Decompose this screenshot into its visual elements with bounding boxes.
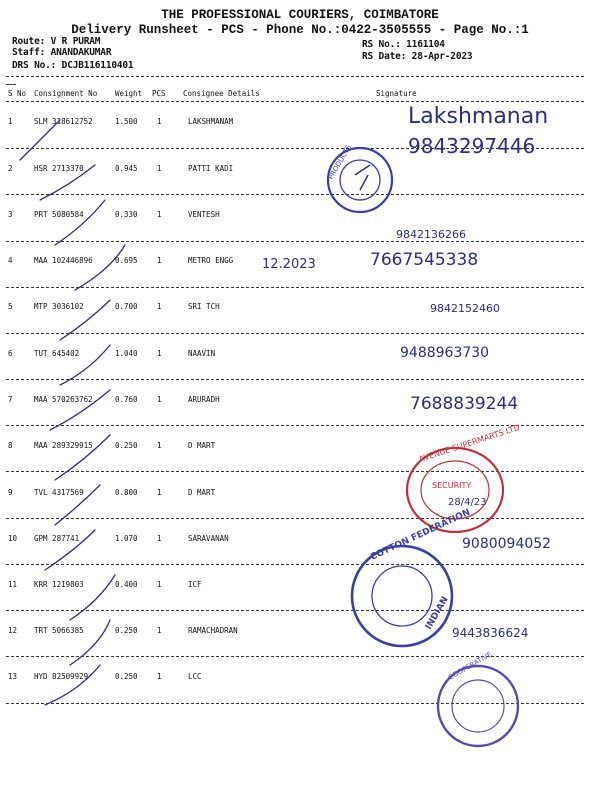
row-consignment: GPM 287741	[34, 534, 80, 543]
row-weight: 1.070	[115, 534, 138, 543]
row-pcs: 1	[157, 441, 162, 450]
stamp-text: COOPERATIVE	[447, 650, 494, 682]
tick-mark	[60, 300, 110, 340]
row-consignment: MAA 289329915	[34, 441, 93, 450]
row-consignee: LAKSHMANAM	[188, 117, 234, 126]
row-weight: 0.945	[115, 164, 138, 173]
tick-mark	[55, 200, 105, 245]
row-sno: 1	[8, 117, 13, 126]
row-sno: 10	[8, 534, 18, 543]
row-weight: 0.695	[115, 256, 138, 265]
row-sno: 12	[8, 626, 18, 635]
signature-row7-phone: 7688839244	[410, 394, 519, 414]
row-consignment: TVL 4317569	[34, 488, 84, 497]
row-pcs: 1	[157, 672, 162, 681]
stamp-text: PRODUCTS	[326, 143, 354, 181]
products-stamp	[327, 143, 392, 212]
tick-mark	[75, 245, 125, 290]
tick-mark	[55, 485, 100, 525]
col-weight: Weight	[115, 89, 143, 98]
row-pcs: 1	[157, 164, 162, 173]
row-weight: 0.250	[115, 626, 138, 635]
col-sno: S No	[8, 89, 27, 98]
pen-tick-marks	[20, 120, 125, 705]
row-pcs: 1	[157, 534, 162, 543]
row-weight: 0.760	[115, 395, 138, 404]
row-weight: 0.400	[115, 580, 138, 589]
signature-row1-phone: 9843297446	[408, 134, 536, 158]
tick-mark	[45, 530, 95, 570]
cooperative-stamp	[438, 650, 518, 746]
row-consignee: LCC	[188, 672, 202, 681]
row-consignee: SRI TCH	[188, 302, 220, 311]
row-sno: 8	[8, 441, 13, 450]
row-consignee: D MART	[188, 488, 216, 497]
col-consignment: Consignment No	[34, 89, 98, 98]
row-sno: 7	[8, 395, 13, 404]
row-pcs: 1	[157, 349, 162, 358]
row-sno: 13	[8, 672, 18, 681]
col-consignee: Consignee Details	[183, 89, 260, 98]
row-pcs: 1	[157, 210, 162, 219]
tick-mark	[60, 345, 110, 385]
row-consignee: SARAVANAN	[188, 534, 229, 543]
row-sno: 11	[8, 580, 18, 589]
signature-row5-phone: 9842152460	[430, 302, 500, 315]
row-consignee: ARURADH	[188, 395, 220, 404]
row-consignment: MAA 102446896	[34, 256, 93, 265]
row-consignee: RAMACHADRAN	[188, 626, 238, 635]
row-consignee: VENTESH	[188, 210, 220, 219]
row-consignee: METRO ENGG	[188, 256, 234, 265]
row-consignee: D MART	[188, 441, 216, 450]
row-weight: 0.330	[115, 210, 138, 219]
drs-number: DRS No.: DCJB116110401	[12, 60, 134, 71]
row-consignment: MTP 3036102	[34, 302, 84, 311]
runsheet-subtitle: Delivery Runsheet - PCS - Phone No.:0422-3505555 - Page No.:1	[71, 23, 529, 37]
tick-mark	[70, 575, 115, 620]
row-sno: 6	[8, 349, 13, 358]
row-sno: 4	[8, 256, 13, 265]
signature-row6-phone: 9488963730	[400, 345, 490, 361]
route-label: Route: V R PURAM	[12, 36, 101, 47]
row-sno: 9	[8, 488, 13, 497]
row-weight: 0.250	[115, 441, 138, 450]
row-pcs: 1	[157, 117, 162, 126]
signature-row12-phone: 9443836624	[452, 626, 529, 640]
tick-mark	[20, 120, 60, 160]
row-weight: 1.040	[115, 349, 138, 358]
row-pcs: 1	[157, 256, 162, 265]
tick-mark	[40, 165, 95, 200]
signature-row3-phone: 9842136266	[396, 228, 466, 241]
tick-mark	[55, 435, 110, 480]
signature-row4-phone: 7667545338	[370, 250, 479, 270]
row-consignment: HYD 82509929	[34, 672, 89, 681]
stamp-inner-text: SECURITY	[432, 481, 472, 490]
tick-mark	[45, 665, 100, 705]
row-consignment: MAA 570263762	[34, 395, 93, 404]
row-pcs: 1	[157, 488, 162, 497]
row-consignment: HSR 2713370	[34, 164, 84, 173]
row-pcs: 1	[157, 302, 162, 311]
rs-number: RS No.: 1161104	[362, 39, 445, 50]
row-consignment: PRT 5080584	[34, 210, 84, 219]
row-consignment: SLM 318612752	[34, 117, 93, 126]
row-sno: 5	[8, 302, 13, 311]
signature-row1-name: Lakshmanan	[408, 104, 549, 129]
col-signature: Signature	[376, 89, 417, 98]
row-weight: 0.800	[115, 488, 138, 497]
row-weight: 1.500	[115, 117, 138, 126]
stamp-inner-text: INDIAN	[423, 595, 451, 632]
row-consignment: KRR 1219803	[34, 580, 84, 589]
row-pcs: 1	[157, 395, 162, 404]
col-pcs: PCS	[152, 89, 166, 98]
signature-row4-text: 12.2023	[262, 257, 316, 272]
signature-row10-phone: 9080094052	[462, 536, 552, 552]
row-pcs: 1	[157, 626, 162, 635]
row-sno: 3	[8, 210, 13, 219]
row-consignee: PATTI KADI	[188, 164, 234, 173]
row-consignment: TUT 645402	[34, 349, 80, 358]
row-consignment: TRT 5066385	[34, 626, 84, 635]
row-consignee: ICF	[188, 580, 202, 589]
staff-label: Staff: ANANDAKUMAR	[12, 47, 112, 58]
rs-date: RS Date: 28-Apr-2023	[362, 51, 473, 62]
row-consignee: NAAVIN	[188, 349, 216, 358]
stamp-date: 28/4/23	[448, 497, 487, 508]
stamp-text: AVENUE SUPERMARTS LTD	[417, 422, 522, 464]
row-weight: 0.700	[115, 302, 138, 311]
tick-mark	[70, 620, 110, 665]
row-sno: 2	[8, 164, 13, 173]
tick-mark	[50, 390, 110, 430]
row-pcs: 1	[157, 580, 162, 589]
stamp-text: COTTON FEDERATION	[369, 507, 472, 563]
company-title: THE PROFESSIONAL COURIERS, COIMBATORE	[161, 8, 439, 22]
row-weight: 0.250	[115, 672, 138, 681]
